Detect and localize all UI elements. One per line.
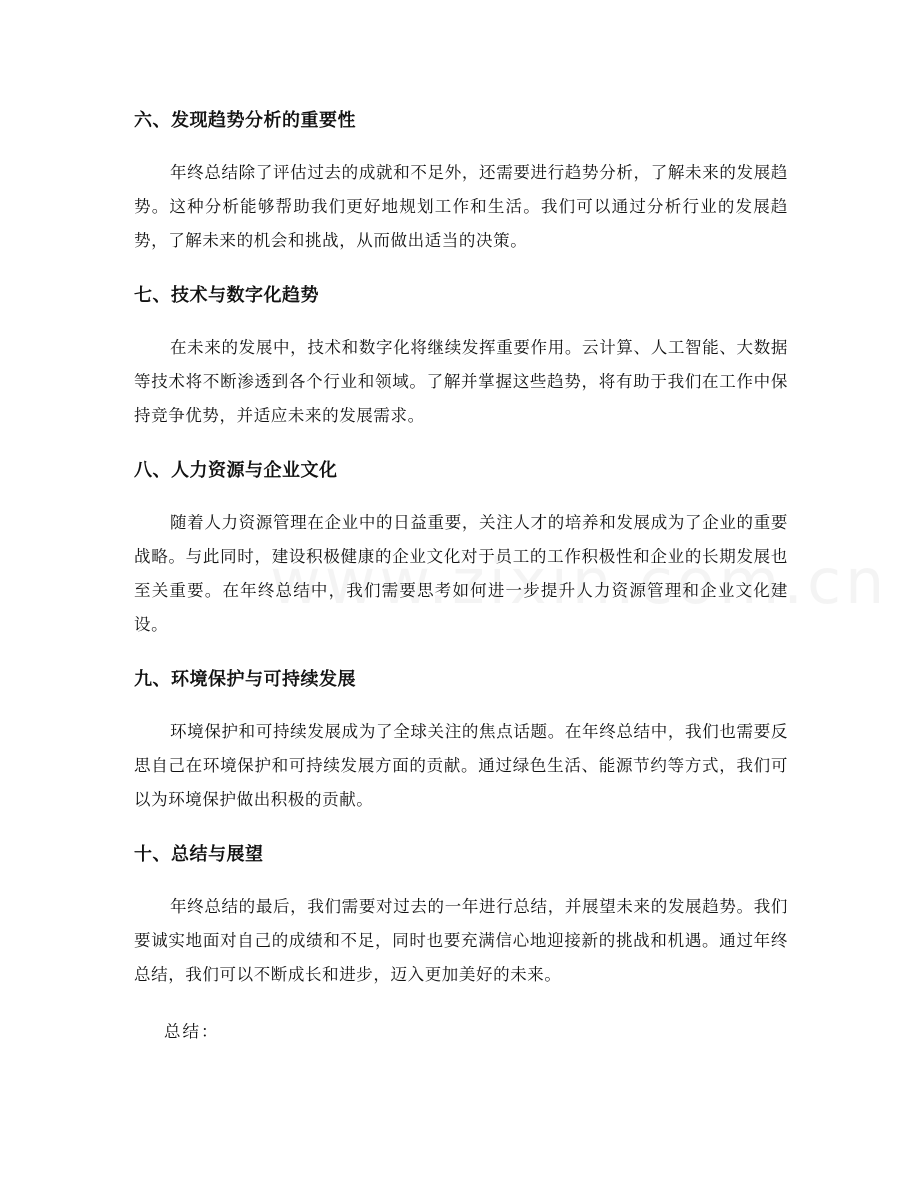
- section-paragraph: 年终总结除了评估过去的成就和不足外，还需要进行趋势分析，了解未来的发展趋势。这种分析能够帮助我们更好地规划工作和生活。我们可以通过分析行业的发展趋势，了解未来的机会和挑战，从而做出适当的决策。: [134, 163, 788, 250]
- section-title: 八、人力资源与企业文化: [134, 460, 338, 481]
- section-title: 九、环境保护与可持续发展: [134, 669, 356, 690]
- document-content: [134, 106, 788, 1049]
- section-tech-digital: [134, 281, 788, 433]
- section-environment: [134, 665, 788, 817]
- section-title: 十、总结与展望: [134, 844, 264, 865]
- section-paragraph: 年终总结的最后，我们需要对过去的一年进行总结，并展望未来的发展趋势。我们要诚实地面对自己的成绩和不足，同时也要充满信心地迎接新的挑战和机遇。通过年终总结，我们可以不断成长和进步，迈入更加美好的未来。: [134, 897, 788, 984]
- section-title: 六、发现趋势分析的重要性: [134, 110, 356, 131]
- section-summary-outlook: [134, 840, 788, 992]
- section-title: 七、技术与数字化趋势: [134, 285, 319, 306]
- summary-label: 总结：: [164, 1022, 220, 1041]
- section-paragraph: 环境保护和可持续发展成为了全球关注的焦点话题。在年终总结中，我们也需要反思自己在环境保护和可持续发展方面的贡献。通过绿色生活、能源节约等方式，我们可以为环境保护做出积极的贡献。: [134, 722, 788, 809]
- section-trend-analysis: [134, 106, 788, 258]
- section-paragraph: 随着人力资源管理在企业中的日益重要，关注人才的培养和发展成为了企业的重要战略。与此同时，建设积极健康的企业文化对于员工的工作积极性和企业的长期发展也至关重要。在年终总结中，我们需要思考如何进一步提升人力资源管理和企业文化建设。: [134, 513, 788, 634]
- section-hr-culture: [134, 456, 788, 642]
- section-paragraph: 在未来的发展中，技术和数字化将继续发挥重要作用。云计算、人工智能、大数据等技术将不断渗透到各个行业和领域。了解并掌握这些趋势，将有助于我们在工作中保持竞争优势，并适应未来的发展需求。: [134, 338, 788, 425]
